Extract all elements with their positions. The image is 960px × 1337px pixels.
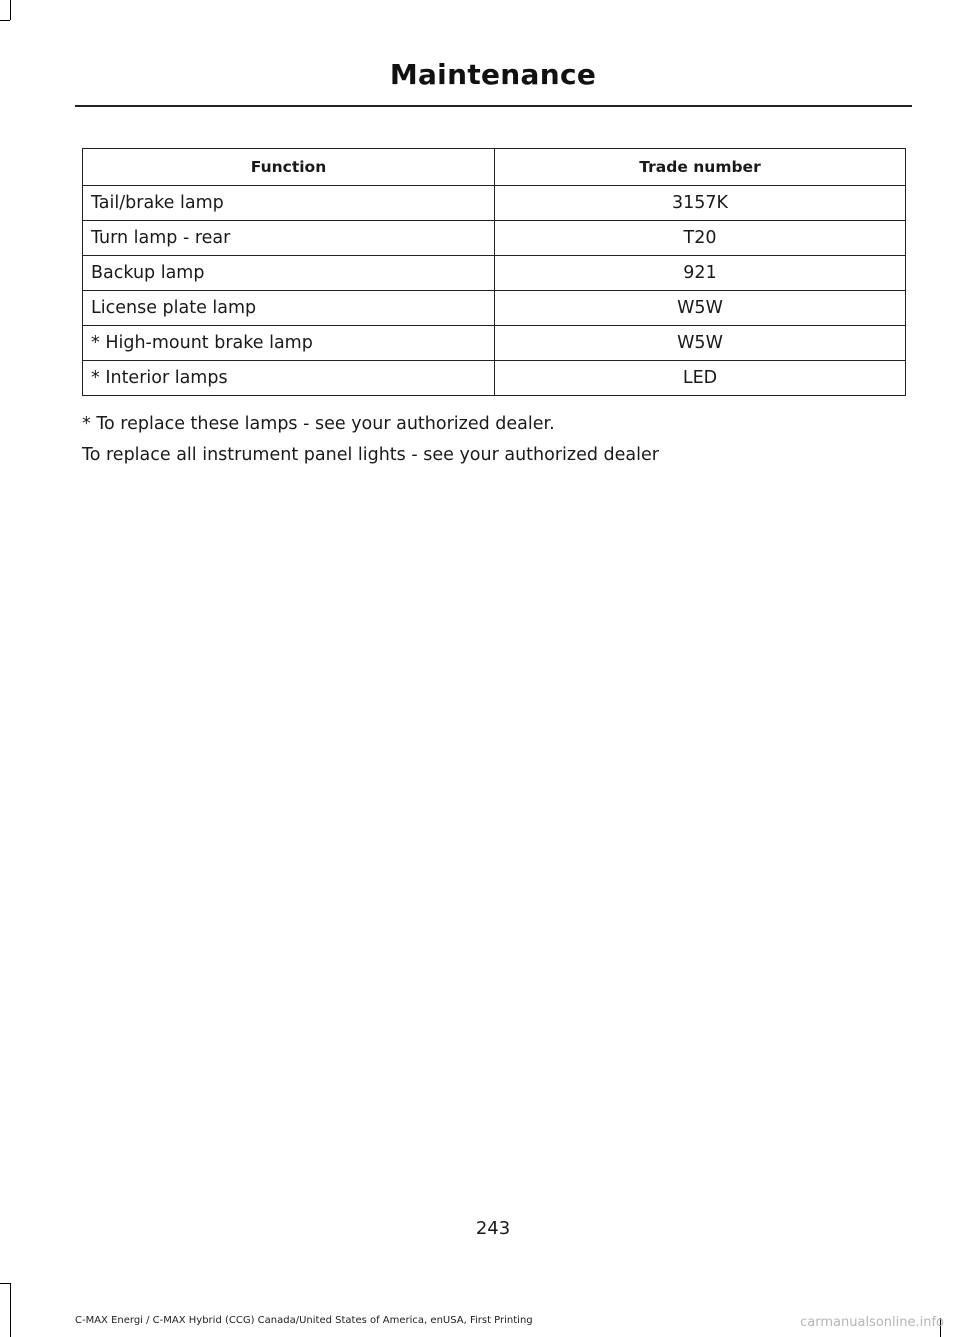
function-cell: * Interior lamps — [83, 361, 495, 396]
watermark: carmanualsonline.info — [800, 1315, 944, 1330]
table-row — [83, 186, 906, 221]
function-cell: Backup lamp — [83, 256, 495, 291]
table-row — [83, 291, 906, 326]
note-instrument-panel: To replace all instrument panel lights - see your authorized dealer — [82, 445, 659, 465]
bulb-table — [82, 148, 906, 396]
trade-number-cell: 3157K — [495, 186, 906, 221]
page-title: Maintenance — [389, 58, 597, 91]
table-row — [83, 361, 906, 396]
column-header-trade-number: Trade number — [495, 149, 906, 186]
crop-mark-top-left-vertical — [10, 0, 11, 20]
trade-number-cell: 921 — [495, 256, 906, 291]
trade-number-cell: LED — [495, 361, 906, 396]
trade-number-cell: W5W — [495, 326, 906, 361]
trade-number-cell: T20 — [495, 221, 906, 256]
function-cell: * High-mount brake lamp — [83, 326, 495, 361]
page-number: 243 — [475, 1218, 511, 1239]
crop-mark-bottom-left-horizontal — [0, 1283, 10, 1284]
crop-mark-top-left-horizontal — [0, 20, 10, 21]
footnote-dealer-lamps: * To replace these lamps - see your authorized dealer. — [82, 414, 555, 434]
table-row — [83, 221, 906, 256]
table-header-row — [83, 149, 906, 186]
table-row — [83, 256, 906, 291]
footer-text: C-MAX Energi / C-MAX Hybrid (CCG) Canada/United States of America, enUSA, First Printing — [75, 1315, 533, 1326]
trade-number-cell: W5W — [495, 291, 906, 326]
function-cell: Turn lamp - rear — [83, 221, 495, 256]
column-header-function: Function — [83, 149, 495, 186]
table-row — [83, 326, 906, 361]
function-cell: License plate lamp — [83, 291, 495, 326]
header-rule — [75, 105, 912, 107]
function-cell: Tail/brake lamp — [83, 186, 495, 221]
crop-mark-bottom-left-vertical — [10, 1283, 11, 1337]
